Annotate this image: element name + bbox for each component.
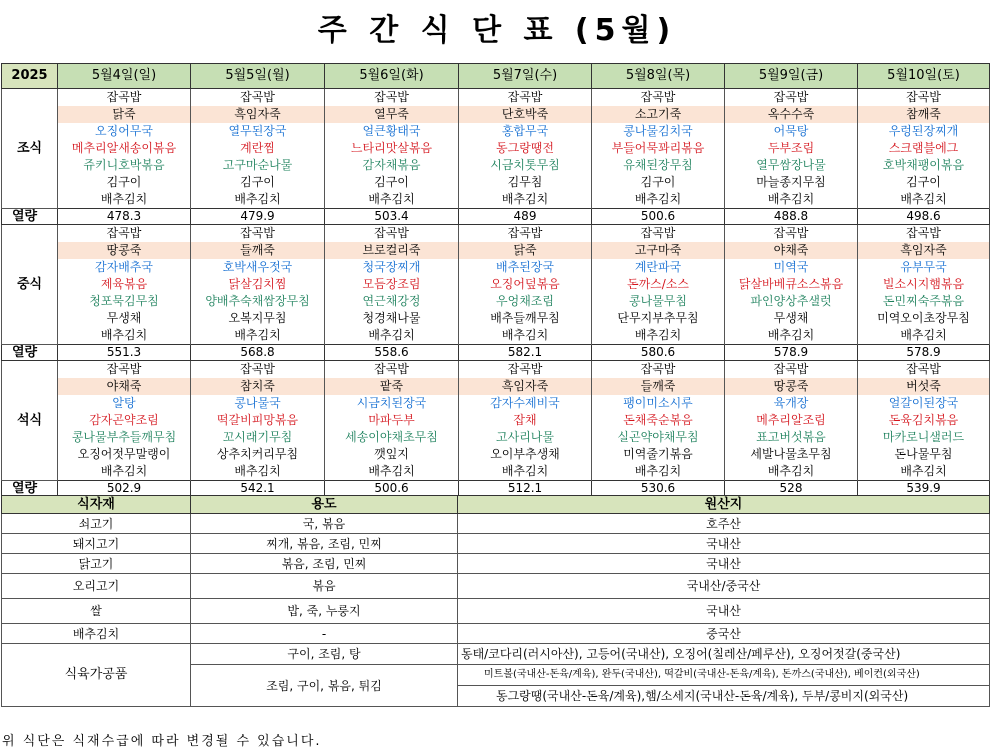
calorie-value: 578.9 xyxy=(725,345,858,361)
origin-row xyxy=(2,599,990,624)
menu-item: 잡곡밥 xyxy=(773,362,809,376)
menu-item: 배추김치 xyxy=(234,192,281,206)
menu-item: 쥬키니호박볶음 xyxy=(83,158,165,172)
menu-item: 미역오이초장무침 xyxy=(877,311,970,325)
menu-item: 오징어무국 xyxy=(95,124,153,138)
menu-item: 잡곡밥 xyxy=(507,226,543,240)
menu-item: 닭살김치찜 xyxy=(228,277,287,291)
menu-cell xyxy=(725,225,858,345)
footnote: 위 식단은 식재수급에 따라 변경될 수 있습니다. xyxy=(2,734,322,749)
menu-item: 잡곡밥 xyxy=(507,90,543,104)
menu-item: 감자배추국 xyxy=(95,260,153,274)
menu-item: 잡곡밥 xyxy=(906,362,941,376)
menu-item: 배추김치 xyxy=(634,464,682,478)
menu-item: 육개장 xyxy=(773,396,809,410)
menu-item: 배추김치 xyxy=(634,192,682,206)
day-header: 5월5일(월) xyxy=(191,64,325,89)
menu-item: 양배추숙채쌈장무침 xyxy=(205,294,310,308)
origin-use: 밥, 죽, 누룽지 xyxy=(191,599,458,624)
menu-item: 잡곡밥 xyxy=(240,362,275,376)
origin-use: 볶음, 조림, 민찌 xyxy=(191,554,458,574)
day-header: 5월10일(토) xyxy=(858,64,990,89)
menu-item: 표고버섯볶음 xyxy=(756,430,826,444)
day-header: 5월6일(화) xyxy=(325,64,459,89)
menu-item: 배추김치 xyxy=(368,192,415,206)
menu-item: 계란파국 xyxy=(634,260,682,274)
calorie-value: 528 xyxy=(725,481,858,497)
calorie-label: 열량 xyxy=(2,209,58,225)
day-header-row xyxy=(2,64,990,89)
menu-item: 떡갈비피망볶음 xyxy=(216,413,299,427)
calorie-value: 578.9 xyxy=(858,345,990,361)
origin-value: 국내산 xyxy=(458,534,990,554)
menu-item: 배추김치 xyxy=(368,328,415,342)
menu-item: 감자수제비국 xyxy=(490,396,560,410)
menu-item: 콩나물무침 xyxy=(629,294,687,308)
menu-item: 무생채 xyxy=(106,311,142,325)
menu-item: 팥죽 xyxy=(325,378,458,395)
menu-cell xyxy=(191,225,325,345)
origin-header-use: 용도 xyxy=(191,496,458,514)
menu-item: 세발나물초무침 xyxy=(750,447,832,461)
menu-item: 오복지무침 xyxy=(228,311,287,325)
menu-cell xyxy=(858,225,990,345)
calorie-value: 502.9 xyxy=(58,481,191,497)
origin-header-origin: 원산지 xyxy=(458,496,990,514)
menu-item: 잡곡밥 xyxy=(240,226,275,240)
menu-item: 청경채나물 xyxy=(362,311,421,325)
meal-label: 석식 xyxy=(2,361,58,481)
menu-item: 닭죽 xyxy=(459,242,591,259)
menu-item: 돈나물무침 xyxy=(894,447,953,461)
menu-item: 배추김치 xyxy=(767,192,815,206)
calorie-value: 488.8 xyxy=(725,209,858,225)
calorie-value: 503.4 xyxy=(325,209,459,225)
menu-item: 잡곡밥 xyxy=(374,226,409,240)
menu-item: 홍합무국 xyxy=(501,124,549,138)
menu-item: 김구이 xyxy=(240,175,275,189)
origin-row xyxy=(2,624,990,644)
calorie-value: 582.1 xyxy=(459,345,592,361)
menu-item: 고구마순나물 xyxy=(222,158,293,172)
menu-cell xyxy=(58,89,191,209)
menu-item: 호박새우젓국 xyxy=(222,260,293,274)
menu-item: 어묵탕 xyxy=(773,124,809,138)
menu-item: 흑임자죽 xyxy=(858,242,989,259)
menu-cell xyxy=(459,361,592,481)
menu-item: 마카로니샐러드 xyxy=(882,430,965,444)
menu-item: 잡곡밥 xyxy=(106,90,142,104)
menu-item: 동그랑땡전 xyxy=(496,141,554,155)
menu-item: 빌소시지햄볶음 xyxy=(882,277,965,291)
origin-row xyxy=(2,574,990,599)
menu-item: 잡곡밥 xyxy=(106,362,142,376)
calorie-value: 539.9 xyxy=(858,481,990,497)
menu-item: 참치죽 xyxy=(191,378,324,395)
menu-item: 버섯죽 xyxy=(858,378,989,395)
menu-item: 세송이야채초무침 xyxy=(345,430,438,444)
menu-item: 김구이 xyxy=(106,175,142,189)
menu-cell xyxy=(325,89,459,209)
menu-item: 배추김치 xyxy=(100,328,148,342)
calorie-row xyxy=(2,345,990,361)
origin-row-processed xyxy=(2,644,990,665)
menu-item: 콩나물국 xyxy=(234,396,281,410)
menu-item: 깻잎지 xyxy=(374,447,409,461)
origin-header-row xyxy=(2,496,990,514)
menu-item: 연근채강정 xyxy=(362,294,421,308)
menu-item: 실곤약야채무침 xyxy=(617,430,699,444)
calorie-value: 551.3 xyxy=(58,345,191,361)
menu-item: 잡곡밥 xyxy=(240,90,275,104)
menu-cell xyxy=(592,225,725,345)
calorie-value: 530.6 xyxy=(592,481,725,497)
menu-item: 꼬시래기무침 xyxy=(222,430,293,444)
menu-item: 오징어덮볶음 xyxy=(490,277,560,291)
menu-item: 김구이 xyxy=(906,175,941,189)
menu-item: 메추리알새송이볶음 xyxy=(71,141,177,155)
menu-item: 흑임자죽 xyxy=(191,106,324,123)
menu-cell xyxy=(725,361,858,481)
menu-item: 잡곡밥 xyxy=(640,226,676,240)
origin-value: 국내산 xyxy=(458,599,990,624)
menu-item: 김구이 xyxy=(374,175,409,189)
origin-use: 조림, 구이, 볶음, 튀김 xyxy=(191,665,458,707)
menu-item: 잡곡밥 xyxy=(773,226,809,240)
menu-item: 옥수수죽 xyxy=(725,106,857,123)
origin-use: 볶음 xyxy=(191,574,458,599)
menu-cell xyxy=(58,361,191,481)
menu-item: 제육볶음 xyxy=(100,277,148,291)
calorie-value: 498.6 xyxy=(858,209,990,225)
origin-value: 동태/코다리(러시아산), 고등어(국내산), 오징어(칠레산/페루산), 오징어젓갈(중국산) xyxy=(458,644,990,665)
menu-item: 배추김치 xyxy=(234,464,281,478)
menu-item: 배추김치 xyxy=(501,192,549,206)
menu-item: 야채죽 xyxy=(58,378,190,395)
menu-item: 알탕 xyxy=(112,396,136,410)
menu-item: 브로컬리죽 xyxy=(325,242,458,259)
menu-item: 미역국 xyxy=(773,260,809,274)
menu-item: 콩나물김치국 xyxy=(623,124,693,138)
page-title: 주 간 식 단 표 (5월) xyxy=(317,13,677,48)
day-header: 5월8일(목) xyxy=(592,64,725,89)
menu-item: 상추치커리무침 xyxy=(216,447,299,461)
menu-item: 배추김치 xyxy=(900,192,947,206)
menu-item: 들깨죽 xyxy=(592,378,724,395)
menu-item: 배추김치 xyxy=(501,328,549,342)
menu-cell xyxy=(459,89,592,209)
menu-item: 잡곡밥 xyxy=(374,90,409,104)
menu-item: 두부조림 xyxy=(767,141,815,155)
menu-item: 배추김치 xyxy=(368,464,415,478)
menu-item: 마늘종지무침 xyxy=(756,175,826,189)
origin-value: 호주산 xyxy=(458,514,990,534)
calorie-value: 580.6 xyxy=(592,345,725,361)
menu-item: 김구이 xyxy=(640,175,676,189)
menu-item: 단무지부추무침 xyxy=(617,311,699,325)
origin-row xyxy=(2,554,990,574)
menu-item: 팽이미소시루 xyxy=(623,396,693,410)
menu-item: 배추김치 xyxy=(100,464,148,478)
menu-item: 시금치된장국 xyxy=(356,396,427,410)
origin-use: 찌개, 볶음, 조림, 민찌 xyxy=(191,534,458,554)
menu-cell xyxy=(858,361,990,481)
menu-item: 마파두부 xyxy=(368,413,415,427)
origin-row xyxy=(2,534,990,554)
menu-item: 배추김치 xyxy=(100,192,148,206)
menu-item: 잡곡밥 xyxy=(374,362,409,376)
menu-item: 땅콩죽 xyxy=(58,242,190,259)
origin-item: 식육가공품 xyxy=(2,644,191,707)
calorie-value: 568.8 xyxy=(191,345,325,361)
menu-item: 잡곡밥 xyxy=(906,90,941,104)
origin-use: 국, 볶음 xyxy=(191,514,458,534)
menu-cell xyxy=(592,361,725,481)
menu-cell xyxy=(459,225,592,345)
origin-use: 구이, 조림, 탕 xyxy=(191,644,458,665)
menu-item: 배추된장국 xyxy=(496,260,554,274)
menu-cell xyxy=(191,89,325,209)
menu-item: 청국장찌개 xyxy=(362,260,421,274)
menu-item: 잡곡밥 xyxy=(507,362,543,376)
calorie-label: 열량 xyxy=(2,345,58,361)
menu-item: 열무된장국 xyxy=(228,124,287,138)
menu-item: 배추김치 xyxy=(900,464,947,478)
menu-cell xyxy=(325,361,459,481)
menu-item: 돈육김치볶음 xyxy=(888,413,959,427)
menu-item: 돈까스/소스 xyxy=(626,277,689,291)
menu-item: 호박채팽이볶음 xyxy=(882,158,965,172)
meal-label: 중식 xyxy=(2,225,58,345)
menu-cell xyxy=(592,89,725,209)
origin-item: 배추김치 xyxy=(2,624,191,644)
menu-item: 느타리맛살볶음 xyxy=(350,141,433,155)
menu-item: 닭죽 xyxy=(58,106,190,123)
menu-item: 열무쌈장나물 xyxy=(756,158,826,172)
menu-item: 고구마죽 xyxy=(592,242,724,259)
day-header: 5월7일(수) xyxy=(459,64,592,89)
menu-cell xyxy=(725,89,858,209)
meal-row xyxy=(2,361,990,481)
menu-item: 파인양상추샐럿 xyxy=(750,294,832,308)
menu-item: 열무죽 xyxy=(325,106,458,123)
day-header: 5월4일(일) xyxy=(58,64,191,89)
origin-table xyxy=(1,495,990,707)
menu-item: 시금치톳무침 xyxy=(490,158,560,172)
menu-item: 잡곡밥 xyxy=(906,226,941,240)
menu-item: 계란찜 xyxy=(240,141,275,155)
menu-cell xyxy=(191,361,325,481)
calorie-value: 479.9 xyxy=(191,209,325,225)
origin-use: - xyxy=(191,624,458,644)
menu-item: 무생채 xyxy=(773,311,809,325)
menu-item: 고사리나물 xyxy=(496,430,554,444)
menu-item: 돈민찌숙주볶음 xyxy=(882,294,965,308)
origin-item: 쌀 xyxy=(2,599,191,624)
calorie-value: 558.6 xyxy=(325,345,459,361)
origin-value: 미트볼(국내산-돈육/계육), 완두(국내산), 떡갈비(국내산-돈육/계육), 돈까스(국내산), 베이컨(외국산) xyxy=(458,665,990,686)
menu-item: 잡곡밥 xyxy=(106,226,142,240)
weekly-menu-table xyxy=(1,63,990,497)
meal-row xyxy=(2,225,990,345)
calorie-value: 512.1 xyxy=(459,481,592,497)
calorie-label: 열량 xyxy=(2,481,58,497)
menu-item: 땅콩죽 xyxy=(725,378,857,395)
origin-item: 쇠고기 xyxy=(2,514,191,534)
origin-value: 동그랑땡(국내산-돈육/계육),햄/소세지(국내산-돈육/계육), 두부/콩비지(외국산) xyxy=(458,686,990,707)
menu-item: 잡곡밥 xyxy=(773,90,809,104)
menu-item: 소고기죽 xyxy=(592,106,724,123)
menu-item: 모듬장조림 xyxy=(362,277,421,291)
menu-item: 미역줄기볶음 xyxy=(623,447,693,461)
meal-row xyxy=(2,89,990,209)
menu-cell xyxy=(858,89,990,209)
origin-item: 돼지고기 xyxy=(2,534,191,554)
menu-item: 잡곡밥 xyxy=(640,362,676,376)
menu-item: 얼큰황태국 xyxy=(362,124,421,138)
menu-item: 메추리알조림 xyxy=(756,413,826,427)
menu-item: 스크램블에그 xyxy=(888,141,959,155)
menu-item: 배추김치 xyxy=(234,328,281,342)
menu-item: 얼갈이된장국 xyxy=(888,396,959,410)
menu-item: 야채죽 xyxy=(725,242,857,259)
menu-item: 배추김치 xyxy=(501,464,549,478)
menu-item: 유채된장무침 xyxy=(623,158,693,172)
menu-item: 김무침 xyxy=(507,175,543,189)
menu-item: 잡채 xyxy=(513,413,537,427)
origin-item: 오리고기 xyxy=(2,574,191,599)
meal-label: 조식 xyxy=(2,89,58,209)
origin-header-item: 식자재 xyxy=(2,496,191,514)
menu-item: 배추김치 xyxy=(767,328,815,342)
menu-item: 우엉채조림 xyxy=(496,294,554,308)
menu-item: 콩나물부추들깨무침 xyxy=(71,430,177,444)
menu-item: 감자곤약조림 xyxy=(89,413,159,427)
calorie-value: 478.3 xyxy=(58,209,191,225)
calorie-value: 542.1 xyxy=(191,481,325,497)
menu-item: 오이부추생채 xyxy=(490,447,560,461)
calorie-value: 489 xyxy=(459,209,592,225)
menu-item: 배추김치 xyxy=(634,328,682,342)
menu-item: 닭살바베큐소스볶음 xyxy=(738,277,844,291)
day-header: 5월9일(금) xyxy=(725,64,858,89)
calorie-value: 500.6 xyxy=(325,481,459,497)
menu-item: 유부무국 xyxy=(900,260,947,274)
menu-item: 단호박죽 xyxy=(459,106,591,123)
menu-item: 배추들깨무침 xyxy=(490,311,560,325)
year-cell: 2025 xyxy=(2,64,58,89)
menu-item: 부들어묵꽈리볶음 xyxy=(611,141,705,155)
origin-value: 국내산/중국산 xyxy=(458,574,990,599)
menu-item: 배추김치 xyxy=(900,328,947,342)
origin-value: 국내산 xyxy=(458,554,990,574)
menu-item: 우렁된장찌개 xyxy=(888,124,959,138)
origin-value: 중국산 xyxy=(458,624,990,644)
menu-item: 오징어젓무말랭이 xyxy=(77,447,171,461)
menu-item: 돈채죽순볶음 xyxy=(623,413,693,427)
menu-item: 잡곡밥 xyxy=(640,90,676,104)
origin-row xyxy=(2,514,990,534)
calorie-row xyxy=(2,209,990,225)
menu-cell xyxy=(325,225,459,345)
menu-item: 감자채볶음 xyxy=(362,158,421,172)
menu-cell xyxy=(58,225,191,345)
calorie-value: 500.6 xyxy=(592,209,725,225)
menu-item: 참깨죽 xyxy=(858,106,989,123)
menu-item: 배추김치 xyxy=(767,464,815,478)
menu-item: 흑임자죽 xyxy=(459,378,591,395)
menu-item: 청포묵김무침 xyxy=(89,294,159,308)
menu-item: 들깨죽 xyxy=(191,242,324,259)
origin-item: 닭고기 xyxy=(2,554,191,574)
